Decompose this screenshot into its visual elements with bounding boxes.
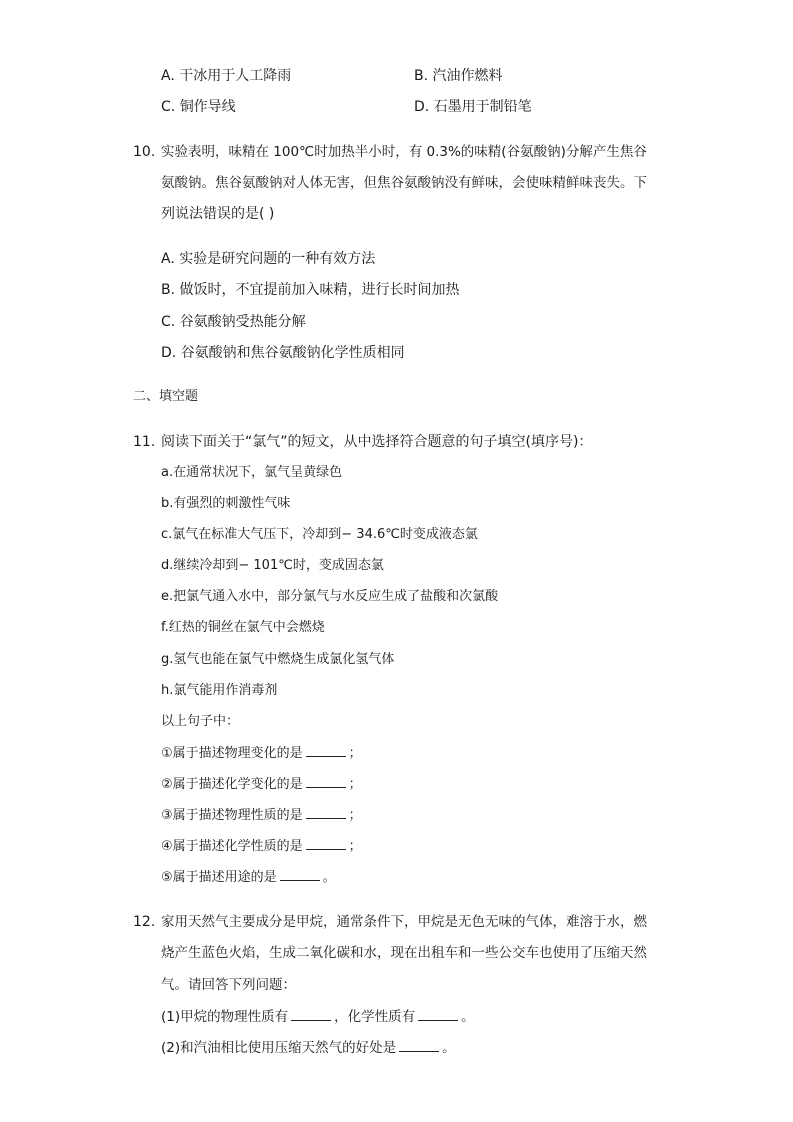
answer-blank[interactable]: [306, 775, 346, 788]
q11-blank-2: ②属于描述化学变化的是 ；: [161, 777, 362, 792]
q9-option-a: A. 干冰用于人工降雨: [161, 68, 292, 84]
q11-sentence-e: e.把氯气通入水中，部分氯气与水反应生成了盐酸和次氯酸: [161, 589, 499, 604]
q9-option-b: B. 汽油作燃料: [414, 68, 503, 84]
q11-intro: 以上句子中：: [161, 714, 240, 729]
q10-option-c: C. 谷氨酸钠受热能分解: [161, 314, 306, 330]
q11-blank-4: ④属于描述化学性质的是 ；: [161, 839, 362, 854]
answer-blank[interactable]: [280, 868, 320, 881]
q10-number: 10.: [133, 144, 156, 160]
answer-blank[interactable]: [306, 837, 346, 850]
q11-sentence-g: g.氢气也能在氯气中燃烧生成氯化氢气体: [161, 652, 395, 667]
q11-blank-1: ①属于描述物理变化的是 ；: [161, 746, 362, 761]
answer-blank[interactable]: [418, 1008, 458, 1021]
section-heading: 二、填空题: [133, 389, 199, 404]
q11-sentence-h: h.氯气能用作消毒剂: [161, 683, 278, 698]
q12-number: 12.: [133, 914, 156, 930]
q11-sentence-b: b.有强烈的刺激性气味: [161, 496, 291, 511]
answer-blank[interactable]: [399, 1039, 439, 1052]
q10-stem-line-2: 氨酸钠。焦谷氨酸钠对人体无害，但焦谷氨酸钠没有鲜味，会使味精鲜味丧失。下: [161, 175, 647, 191]
q10-stem-line-1: 实验表明，味精在 100℃时加热半小时，有 0.3%的味精(谷氨酸钠)分解产生焦谷: [161, 144, 647, 160]
q9-option-d: D. 石墨用于制铅笔: [414, 99, 532, 115]
q10-option-d: D. 谷氨酸钠和焦谷氨酸钠化学性质相同: [161, 345, 405, 361]
q11-sentence-d: d.继续冷却到− 101℃时，变成固态氯: [161, 558, 384, 573]
q11-sentence-a: a.在通常状况下，氯气呈黄绿色: [161, 465, 343, 480]
q11-blank-5: ⑤属于描述用途的是 。: [161, 870, 336, 885]
q10-option-b: B. 做饭时，不宜提前加入味精，进行长时间加热: [161, 282, 460, 298]
q12-sub-2: (2)和汽油相比使用压缩天然气的好处是 。: [161, 1040, 456, 1056]
answer-blank[interactable]: [306, 806, 346, 819]
q11-number: 11.: [133, 434, 156, 450]
q12-stem-line-2: 烧产生蓝色火焰，生成二氧化碳和水，现在出租车和一些公交车也使用了压缩天然: [161, 945, 647, 961]
q11-sentence-c: c.氯气在标准大气压下，冷却到− 34.6℃时变成液态氯: [161, 527, 478, 542]
q9-option-c: C. 铜作导线: [161, 99, 236, 115]
q12-sub-1: (1)甲烷的物理性质有 ，化学性质有 。: [161, 1009, 475, 1025]
answer-blank[interactable]: [306, 744, 346, 757]
q12-stem-line-1: 家用天然气主要成分是甲烷，通常条件下，甲烷是无色无味的气体，难溶于水，燃: [161, 914, 647, 930]
q11-sentence-f: f.红热的铜丝在氯气中会燃烧: [161, 620, 325, 635]
q12-stem-line-3: 气。请回答下列问题：: [161, 977, 296, 993]
q11-blank-3: ③属于描述物理性质的是 ；: [161, 808, 362, 823]
answer-blank[interactable]: [291, 1008, 331, 1021]
q10-option-a: A. 实验是研究问题的一种有效方法: [161, 251, 376, 267]
q11-stem: 阅读下面关于“氯气”的短文，从中选择符合题意的句子填空(填序号)：: [161, 434, 593, 450]
q10-stem-line-3: 列说法错误的是( ): [161, 206, 275, 222]
